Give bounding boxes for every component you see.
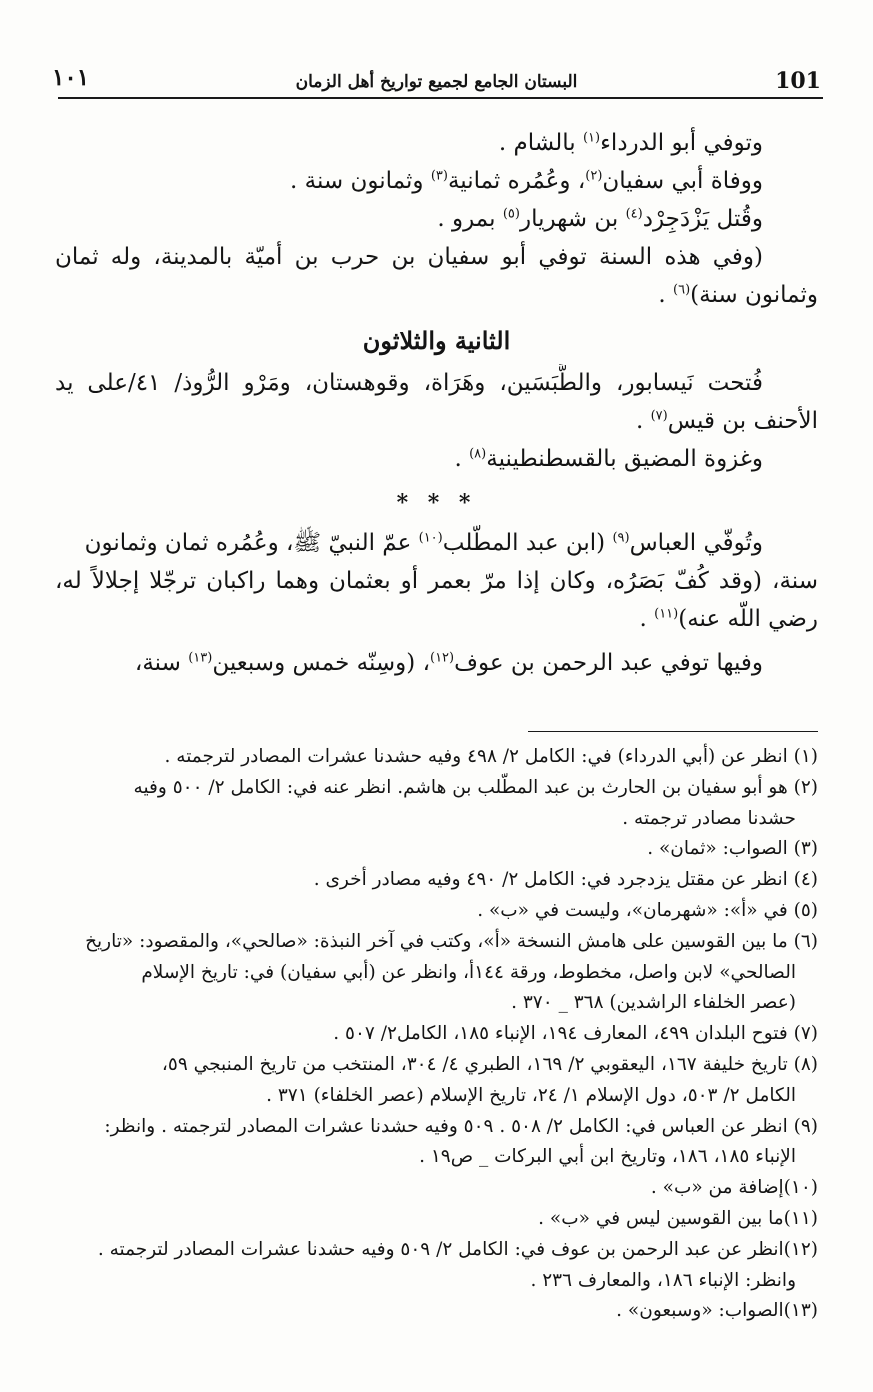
footnote-ref: (٦) xyxy=(673,282,691,298)
page-number-arabic: ١٠١ xyxy=(52,64,90,91)
text-run: بالشام . xyxy=(498,130,583,156)
footnote-ref: (٥) xyxy=(502,206,520,222)
paragraph-line xyxy=(55,200,818,238)
footnote-ref: (٨) xyxy=(469,446,487,462)
footnote-10: (١٠)إضافة من «ب» . xyxy=(650,1177,818,1199)
main-text xyxy=(55,124,818,682)
section-divider-stars: * * * xyxy=(396,490,477,516)
text-run: ، وعُمُره ثمانية xyxy=(447,168,586,194)
paragraph-line xyxy=(55,524,818,562)
footnote-ref: (١٣) xyxy=(188,650,213,666)
text-run: وتوفي أبو الدرداء xyxy=(600,130,763,156)
paragraph-line: سنة، (وقد كُفّ بَصَرُه، وكان إذا مرّ بعمر أو بعثمان وهما راكبان ترجّلا إجلالاً له، xyxy=(55,568,818,594)
text-run: عمّ النبيّ ﷺ، وعُمُره ثمان وثمانون xyxy=(84,530,419,556)
footnote-ref: (١٠) xyxy=(418,530,443,546)
header-rule xyxy=(58,97,823,99)
text-run: رضي اللّه عنه) xyxy=(678,606,818,632)
footnote-8: (٨) تاريخ خليفة ١٦٧، اليعقوبي ٢/ ١٦٩، الطبري ٤/ ٣٠٤، المنتخب من تاريخ المنبجي ٥٩، xyxy=(161,1053,818,1075)
paragraph-line xyxy=(55,402,818,440)
text-run: وثمانون سنة . xyxy=(290,168,431,194)
paragraph-line xyxy=(55,162,818,200)
text-run: الأحنف بن قيس xyxy=(667,408,818,434)
footnote-2-cont: حشدنا مصادر ترجمته . xyxy=(622,807,796,829)
paragraph-line xyxy=(55,124,818,162)
footnote-ref: (٤) xyxy=(625,206,643,222)
footnote-11: (١١)ما بين القوسين ليس في «ب» . xyxy=(538,1207,818,1229)
book-title: البستان الجامع لجميع تواريخ أهل الزمان xyxy=(295,72,578,92)
paragraph-line xyxy=(55,600,818,638)
page-number-latin: 101 xyxy=(775,68,821,94)
footnote-9-cont: الإنباء ١٨٥، ١٨٦، وتاريخ ابن أبي البركات _ ص١٩ . xyxy=(419,1146,796,1168)
text-run: سنة، xyxy=(134,650,189,676)
paragraph-line: فُتحت نَيسابور، والطَّبَسَين، وهَرَاة، وقوهستان، ومَرْو الرُّوذ/ ٤١/على يد xyxy=(55,370,763,396)
footnote-7: (٧) فتوح البلدان ٤٩٩، المعارف ١٩٤، الإنباء ١٨٥، الكامل٢/ ٥٠٧ . xyxy=(333,1023,818,1045)
footnote-13: (١٣)الصواب: «وسبعون» . xyxy=(616,1300,818,1322)
footnote-12-cont: وانظر: الإنباء ١٨٦، والمعارف ٢٣٦ . xyxy=(530,1269,796,1291)
footnotes xyxy=(55,742,818,1327)
footnote-ref: (٣) xyxy=(430,168,448,184)
footnote-ref: (١٢) xyxy=(430,650,455,666)
text-run: وتُوفّي العباس xyxy=(629,530,763,556)
footnote-4: (٤) انظر عن مقتل يزدجرد في: الكامل ٢/ ٤٩٠ وفيه مصادر أخرى . xyxy=(313,869,818,891)
text-run: وغزوة المضيق بالقسطنطينية xyxy=(486,446,763,472)
text-run: ، (وسِنّه خمس وسبعين xyxy=(212,650,430,676)
paragraph-line xyxy=(55,440,818,478)
footnote-separator xyxy=(528,731,818,732)
text-run: ووفاة أبي سفيان xyxy=(602,168,763,194)
footnote-12: (١٢)انظر عن عبد الرحمن بن عوف في: الكامل ٢/ ٥٠٩ وفيه حشدنا عشرات المصادر لترجمته . xyxy=(97,1238,818,1260)
text-run: بمرو . xyxy=(437,206,503,232)
text-run: وقُتل يَزْدَجِرْد xyxy=(642,206,763,232)
text-run: بن شهريار xyxy=(519,206,626,232)
footnote-ref: (٧) xyxy=(650,408,668,424)
footnote-9: (٩) انظر عن العباس في: الكامل ٢/ ٥٠٨ . ٥٠٩ وفيه حشدنا عشرات المصادر لترجمته . وانظر: xyxy=(104,1115,818,1137)
footnote-ref: (٩) xyxy=(612,530,630,546)
text-run: (ابن عبد المطّلب xyxy=(442,530,613,556)
paragraph-line xyxy=(55,276,818,314)
footnote-ref: (٢) xyxy=(585,168,603,184)
footnote-6-cont: الصالحي» لابن واصل، مخطوط، ورقة ١٤٤أ، وانظر عن (أبي سفيان) في: تاريخ الإسلام xyxy=(141,961,796,983)
footnote-5: (٥) في «أ»: «شهرمان»، وليست في «ب» . xyxy=(477,899,818,921)
paragraph-line: (وفي هذه السنة توفي أبو سفيان بن حرب بن أميّة بالمدينة، وله ثمان xyxy=(55,244,763,270)
text-run: . xyxy=(635,408,651,434)
footnote-2: (٢) هو أبو سفيان بن الحارث بن عبد المطّلب بن هاشم. انظر عنه في: الكامل ٢/ ٥٠٠ وفيه xyxy=(133,776,818,798)
text-run: وفيها توفي عبد الرحمن بن عوف xyxy=(454,650,763,676)
footnote-3: (٣) الصواب: «ثمان» . xyxy=(647,838,818,860)
footnote-6: (٦) ما بين القوسين على هامش النسخة «أ»، وكتب في آخر النبذة: «صالحي»، والمقصود: «تاريخ xyxy=(85,930,818,952)
footnote-1: (١) انظر عن (أبي الدرداء) في: الكامل ٢/ ٤٩٨ وفيه حشدنا عشرات المصادر لترجمته . xyxy=(164,746,818,767)
footnote-8-cont: الكامل ٢/ ٥٠٣، دول الإسلام ١/ ٢٤، تاريخ الإسلام (عصر الخلفاء) ٣٧١ . xyxy=(266,1084,796,1106)
footnote-6-cont: (عصر الخلفاء الراشدين) ٣٦٨ _ ٣٧٠ . xyxy=(511,992,796,1014)
running-header xyxy=(50,62,823,100)
footnote-ref: (١١) xyxy=(654,606,679,622)
section-heading: الثانية والثلاثون xyxy=(362,326,511,355)
text-run: . xyxy=(454,446,470,472)
footnote-ref: (١) xyxy=(582,130,601,146)
text-run: . xyxy=(658,282,674,308)
text-run: وثمانون سنة) xyxy=(690,282,818,308)
text-run: . xyxy=(639,606,655,632)
paragraph-line xyxy=(55,644,818,682)
